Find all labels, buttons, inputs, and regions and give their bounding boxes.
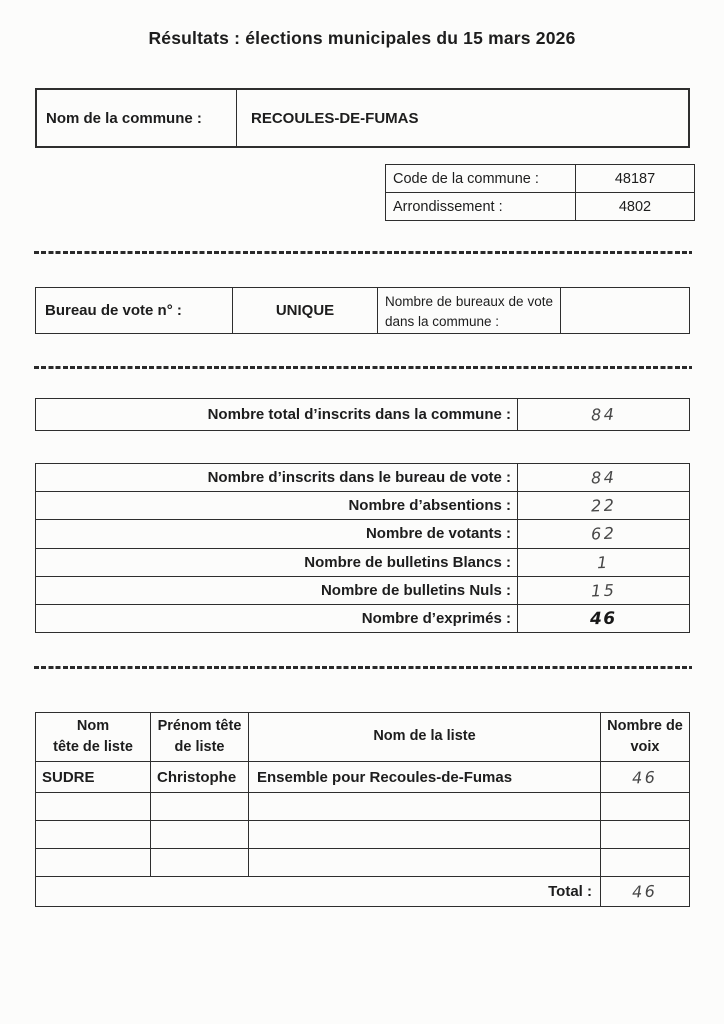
stat-value: [518, 577, 689, 604]
table-header-row: [36, 713, 689, 762]
stat-label: Nombre d’absentions :: [36, 492, 518, 519]
dashed-separator: [34, 366, 692, 369]
table-row: [36, 762, 689, 793]
header-prenom-tete-de-liste: Prénom tête de liste: [151, 713, 249, 761]
arrondissement-value: 4802: [618, 198, 652, 215]
commune-code-table: [385, 164, 695, 221]
table-row: [36, 604, 689, 632]
stat-label: Nombre d’exprimés :: [36, 605, 518, 632]
voix-value: [601, 762, 689, 792]
total-row: [36, 877, 689, 906]
stat-value: [518, 464, 689, 491]
candidate-nom: SUDRE: [36, 762, 151, 792]
handwritten-value: 84: [590, 467, 617, 488]
candidate-prenom: Christophe: [151, 762, 249, 792]
handwritten-value: 15: [590, 580, 617, 601]
table-row-empty: [36, 793, 689, 821]
total-voix-value: [601, 877, 689, 906]
arrondissement-label: Arrondissement :: [386, 193, 576, 220]
handwritten-value: 84: [590, 404, 617, 425]
stat-label: Nombre de bulletins Nuls :: [36, 577, 518, 604]
commune-code-label: Code de la commune :: [386, 165, 576, 192]
table-row-empty: [36, 821, 689, 849]
stat-label: Nombre de bulletins Blancs :: [36, 549, 518, 576]
table-row-empty: [36, 849, 689, 877]
stat-value: [518, 520, 689, 547]
stat-label: Nombre d’inscrits dans le bureau de vote :: [36, 464, 518, 491]
bureau-value: UNIQUE: [233, 288, 378, 333]
dashed-separator: [34, 666, 692, 669]
liste-nom: Ensemble pour Recoules-de-Fumas: [249, 762, 601, 792]
stat-value: [518, 492, 689, 519]
handwritten-value: 62: [590, 524, 617, 544]
header-nom-tete-de-liste: Nom tête de liste: [36, 713, 151, 761]
table-row: [386, 165, 694, 192]
total-label: Total :: [36, 877, 601, 906]
header-nombre-de-voix: Nombre de voix: [607, 717, 683, 755]
bureau-count-value: [561, 288, 689, 333]
table-row: [36, 548, 689, 576]
handwritten-value: 46: [631, 881, 658, 902]
commune-name-label: Nom de la commune :: [37, 90, 237, 146]
total-inscrits-label: Nombre total d’inscrits dans la commune :: [36, 399, 518, 430]
candidate-lists-table: [35, 712, 690, 907]
handwritten-value: 46: [589, 608, 618, 629]
commune-name-box: [35, 88, 690, 148]
handwritten-value: 1: [596, 552, 611, 572]
bureau-count-label: Nombre de bureaux de vote dans la commune :: [378, 288, 561, 333]
table-row: [36, 491, 689, 519]
table-row: [36, 576, 689, 604]
header-nom-de-la-liste: Nom de la liste: [249, 713, 601, 761]
handwritten-value: 22: [590, 495, 617, 516]
dashed-separator: [34, 251, 692, 254]
table-row: [36, 519, 689, 547]
stat-label: Nombre de votants :: [36, 520, 518, 547]
vote-stats-table: [35, 463, 690, 633]
handwritten-value: 46: [631, 767, 658, 787]
table-row: [36, 464, 689, 491]
bureau-label: Bureau de vote n° :: [36, 288, 233, 333]
stat-value: [518, 549, 689, 576]
total-inscrits-value: [518, 399, 689, 430]
bureau-de-vote-box: [35, 287, 690, 334]
commune-code-value: 48187: [614, 170, 656, 187]
commune-name-value: RECOULES-DE-FUMAS: [251, 109, 419, 127]
table-row: [386, 192, 694, 220]
stat-value: [518, 605, 689, 632]
total-inscrits-box: [35, 398, 690, 431]
page-title: Résultats : élections municipales du 15 mars 2026: [148, 28, 576, 48]
